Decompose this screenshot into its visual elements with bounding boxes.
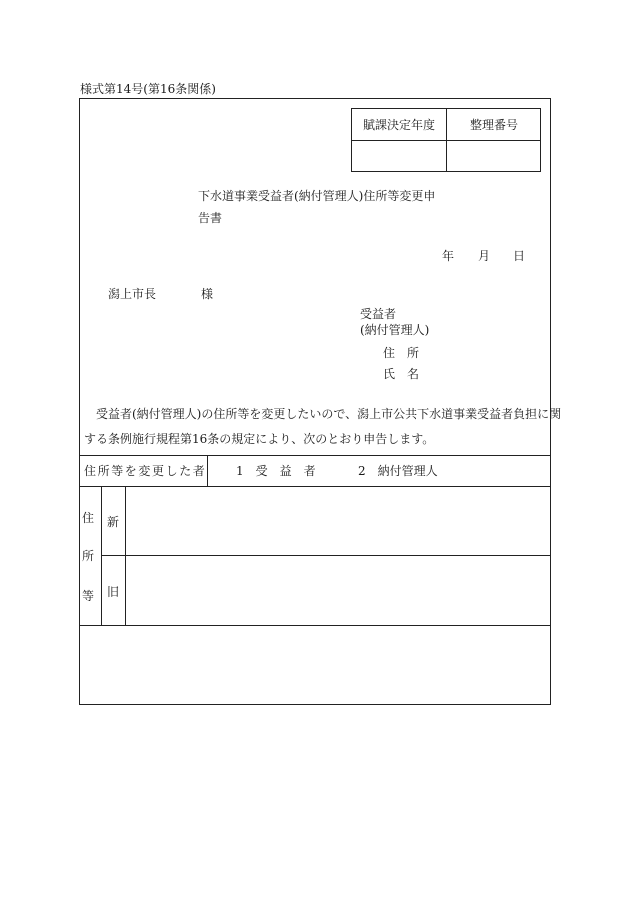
- changer-option-beneficiary[interactable]: 1 受 益 者: [236, 464, 316, 478]
- form-number: 様式第14号(第16条関係): [80, 82, 216, 96]
- address-label-char2: 所: [82, 549, 95, 563]
- date-day: 日: [513, 249, 526, 263]
- form-title-line1: 下水道事業受益者(納付管理人)住所等変更申: [198, 189, 436, 203]
- old-address-label: 旧: [107, 585, 120, 599]
- changer-option-payment-manager[interactable]: 2 納付管理人: [358, 464, 438, 478]
- old-address-field[interactable]: [126, 556, 550, 624]
- body-text: [84, 402, 562, 452]
- applicant-name-label: 氏 名: [383, 367, 420, 381]
- body-text-line2: する条例施行規程第16条の規定により、次のとおり申告します。: [84, 432, 435, 446]
- addressee-name: 潟上市長: [108, 287, 157, 301]
- date-year: 年: [442, 249, 455, 263]
- new-address-label: 新: [107, 515, 120, 529]
- applicant-label: 受益者: [360, 307, 397, 321]
- changer-row-label: 住所等を変更した者: [84, 464, 207, 478]
- fiscal-year-header: 賦課決定年度: [362, 118, 435, 132]
- address-label-char3: 等: [82, 589, 95, 603]
- date-month: 月: [478, 249, 491, 263]
- remarks-area[interactable]: [80, 626, 550, 704]
- new-address-field[interactable]: [126, 487, 550, 554]
- applicant-address-label: 住 所: [383, 346, 420, 360]
- address-label-char1: 住: [82, 511, 95, 525]
- changer-row-divider: [207, 455, 208, 486]
- changer-row-top-line: [79, 455, 551, 456]
- form-title-line2: 告書: [198, 211, 223, 225]
- control-table: [351, 108, 541, 172]
- body-text-line1: 受益者(納付管理人)の住所等を変更したいので、潟上市公共下水道事業受益者負担に関: [96, 407, 562, 421]
- addressee-honorific: 様: [201, 287, 214, 301]
- reference-number-header: 整理番号: [469, 118, 518, 132]
- applicant-sublabel: (納付管理人): [360, 323, 430, 337]
